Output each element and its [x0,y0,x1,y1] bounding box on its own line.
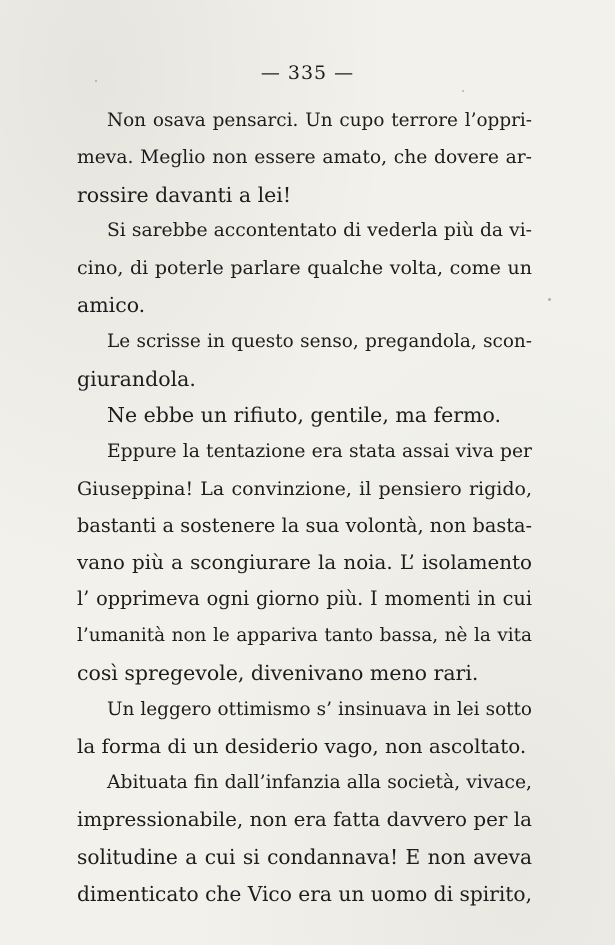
text-line: bastanti a sostenere la sua volontà, non basta- [77,513,532,537]
text-line: vano più a scongiurare la noia. L’ isolamento [77,550,532,574]
text-line: impressionabile, non era fatta davvero per la [77,808,532,832]
text-line: solitudine a cui si condannava! E non aveva [77,844,532,869]
text-line: Ne ebbe un rifiuto, gentile, ma fermo. [107,403,501,428]
text-line: Abituata fin dall’infanzia alla società, vivace, [107,772,532,794]
text-line: giurandola. [77,366,196,391]
text-line: Non osava pensarci. Un cupo terrore l’oppri- [107,110,532,131]
text-line: rossire davanti a lei! [77,182,292,207]
text-line: Eppure la tentazione era stata assai viva per [107,441,532,463]
text-line: l’ opprimeva ogni giorno più. I momenti in cui [77,587,532,611]
text-line: l’umanità non le appariva tanto bassa, nè la vita [77,625,532,647]
page-number: — 335 — [260,62,355,84]
ink-speck [462,90,464,92]
text-line: Le scrisse in questo senso, pregandola, scon- [107,330,532,352]
ink-speck [548,298,551,301]
text-line: così spregevole, divenivano meno rari. [77,660,479,685]
text-line: amico. [77,292,146,317]
text-line: meva. Meglio non essere amato, che dovere ar- [77,146,532,168]
text-line: Giuseppina! La convinzione, il pensiero rigido, [77,477,532,500]
text-line: la forma di un desiderio vago, non ascoltato. [77,734,527,758]
body-text [77,103,532,913]
text-line: dimenticato che Vico era un uomo di spirito, [77,881,532,906]
text-line: cino, di poterle parlare qualche volta, come un [77,257,532,280]
text-line: Un leggero ottimismo s’ insinuava in lei sotto [107,698,532,720]
text-line: Si sarebbe accontentato di vederla più da vi- [107,220,532,242]
